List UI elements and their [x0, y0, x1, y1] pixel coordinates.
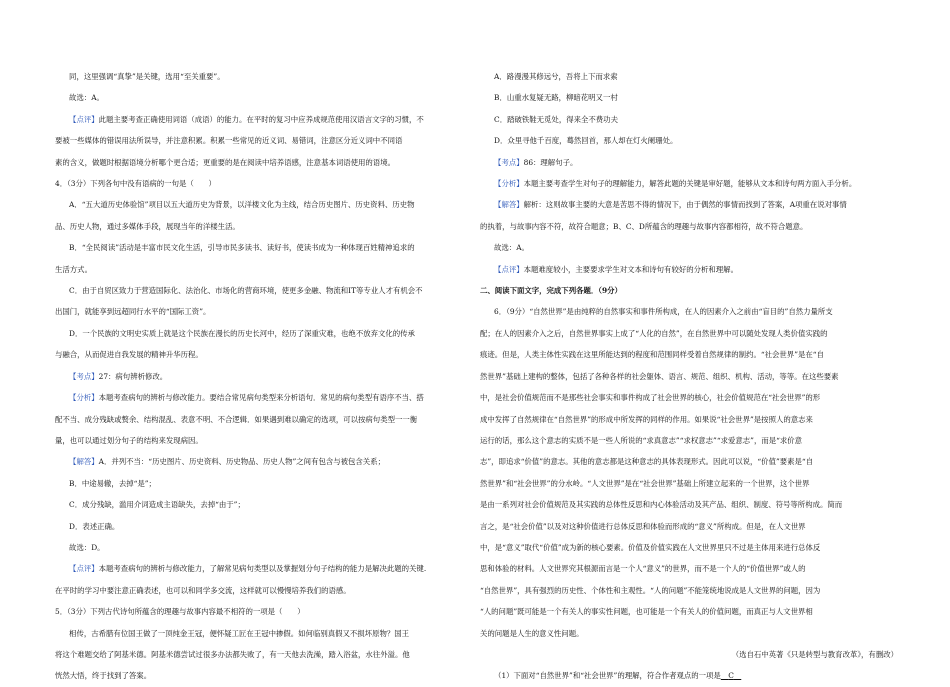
option-d: D．一个民族的文明史实质上就是这个民族在漫长的历史长河中，经历了深重灾难，也绝不放弃文化的传承	[69, 328, 415, 338]
solution-text: 解析：这则故事主要的大意是苦思不得的情况下，由于偶然的事情而找到了答案，A项重在说对事情	[523, 200, 847, 210]
story-line: 相传，古希腊有位国王做了一顶纯金王冠，便怀疑工匠在王冠中掺假。如何临别真假又不损坏原物？国王	[69, 628, 410, 638]
comment-text: 此题主要考查正确使用词语（成语）的能力。在平时的复习中应养成规范使用汉语言文字的习惯，不	[98, 114, 424, 124]
option-a: A．“五大道历史体验馆”项目以五大道历史为背景，以洋楼文化为主线，结合历史图片、历史资料、历史物	[69, 200, 415, 210]
passage-line: 中，是社会价值规范而不是那些社会事实和事件构成了社会世界的核心，社会价值规范在“社会世界”的形	[480, 393, 821, 403]
passage-line: 思和体验的材料。人文世界究其根源而言是一个人“意义”的世界，而不是一个人的“价值世界”或人的	[480, 564, 806, 574]
solution-item: B．中途易辙，去掉“是”；	[69, 478, 156, 488]
passage-line: 关的问题是人生的意义性问题。	[480, 628, 584, 638]
solution-tag: 【解答】	[494, 200, 524, 210]
analysis-text: 本题考查病句的辨析与修改能力。要结合常见病句类型来分析语句．常见的病句类型有语序不当、搭	[98, 393, 424, 403]
source-citation: （选自石中英著《只是转型与教育改革》，有删改）	[731, 649, 898, 659]
passage-line: 是由一系列对社会价值规范及其实践的总体性反思和内心体验活动及其产品、组织、制度、符号等所构成。简而	[480, 500, 843, 510]
sub-question-text: （1）下面对“自然世界”和“社会世界”的理解，符合作者观点的一项是	[494, 671, 721, 681]
answer-line: 故选：A。	[69, 93, 104, 103]
option-b-cont: 生活方式。	[55, 264, 92, 274]
text-line: 素的含义，做题时根据语境分析哪个更合适；更重要的是在阅读中培养语感，注意基本词语使用的语境。	[55, 157, 395, 167]
text-line: 在平时的学习中要注意正确表述，也可以和同学多交流，这样就可以慢慢培养我们的语感。	[55, 585, 351, 595]
analysis-text: 本题主要考查学生对句子的理解能力，解答此题的关键是审好题，能够从文本和诗句两方面入手分析。	[523, 179, 857, 189]
passage-line: “自然世界”，具有强烈的历史性、个体性和主观性。“人的问题”不能笼统地说成是人文世界的问题，因为	[480, 585, 821, 595]
kaodian-tag: 【考点】	[69, 371, 99, 381]
answer-letter: C	[728, 671, 734, 681]
kaodian-tag: 【考点】	[494, 157, 524, 167]
option-c-cont: 出国门，就能享到远超同行水平的“国际工资”。	[55, 307, 211, 317]
passage-line: 志”，即追求“价值”的意志。其他的意志都是这种意志的具体表现形式。因此可以说，“价值”要素是“自	[480, 457, 814, 467]
analysis-line	[480, 173, 898, 194]
solution-item: C．成分残缺，滥用介词造成主语缺失，去掉“由于”；	[69, 500, 245, 510]
comment-line	[55, 558, 467, 579]
sub-question-1	[480, 665, 898, 686]
passage-line: 然世界”基础上建构的整体，包括了各种各样的社会躯体、语言、规范、组织、机构、活动，等等。在这些要素	[480, 371, 839, 381]
answer-line: 故选：A。	[494, 243, 529, 253]
passage-line: 6．（9分）“自然世界”是由纯粹的自然事实和事件所构成，在人的因素介入之前由“盲目的”自然力量所支	[494, 307, 833, 317]
analysis-tag: 【分析】	[494, 179, 524, 189]
comment-text: 本题难度较小，主要要求学生对文本和诗句有较好的分析和理解。	[523, 264, 738, 274]
solution-line	[480, 194, 898, 215]
solution-line	[55, 451, 467, 472]
passage-line: “人的问题”既可能是一个有关人的事实性问题，也可能是一个有关人的价值问题，而真正与人文世界相	[480, 607, 813, 617]
option-b: B．山重水复疑无路，柳暗花明又一村	[494, 93, 618, 103]
passage-line: 运行的话，那么这个意志的实质不是一些人所说的“求真意志”“求权意志”“求爱意志”，而是“求价意	[480, 435, 803, 445]
sub-question-answer	[721, 671, 741, 680]
comment-line	[55, 109, 467, 130]
passage-line: 然世界”和“社会世界”的分水岭。“人文世界”是在“社会世界”基础上所建立起来的一个世界，这个世界	[480, 478, 810, 488]
question-5: 5．（3分）下列古代诗句所蕴含的理趣与故事内容最不相符的一项是（ ）	[55, 607, 305, 617]
text-line: 量，也可以通过划分句子的结构来发现病因。	[55, 435, 203, 445]
text-line: 同，这里强调“真挚”是关键，选用“至关重要”。	[69, 72, 225, 81]
option-d: D．众里寻他千百度，蓦然回首，那人却在灯火阑珊处。	[494, 136, 678, 146]
kaodian-line	[55, 366, 467, 387]
comment-tag: 【点评】	[494, 264, 524, 274]
text-line: 要被一些媒体的错误用法所误导，并注意积累。积累一些常见的近义词、易错词，注意区分近义词中不同语	[55, 136, 403, 146]
analysis-line	[55, 387, 467, 408]
kaodian-text: 86：理解句子。	[523, 157, 578, 167]
kaodian-text: 27：病句辨析修改。	[98, 371, 168, 381]
passage-line: 言之，是“社会价值”以及对这种价值进行总体反思和体验而形成的“意义”所构成。但是，在人文世界	[480, 521, 806, 531]
solution-text: A．并列不当：“历史图片、历史资料、历史物品、历史人物”之间有包含与被包含关系；	[98, 457, 385, 467]
passage-line: 配；在人的因素介入之后，自然世界事实上成了“人化的自然”，在自然世界中可以随处发现人类价值实践的	[480, 328, 828, 338]
comment-text: 本题考查病句的辨析与修改能力，了解常见病句类型以及掌握划分句子结构的能力是解决此题的关键.	[98, 564, 427, 574]
text-line: 配不当、成分残缺或赘余、结构混乱、表意不明、不合逻辑．如果遇到难以确定的选项，可以按病句类型一一衡	[55, 414, 418, 424]
option-c: C．由于自贸区致力于营造国际化、法治化、市场化的营商环境，使更多金融、物流和IT等专业人才有机会不	[69, 286, 423, 296]
analysis-tag: 【分析】	[69, 393, 99, 403]
solution-tag: 【解答】	[69, 457, 99, 467]
left-column	[55, 66, 467, 687]
kaodian-line	[480, 152, 898, 173]
comment-tag: 【点评】	[69, 114, 99, 124]
option-a: A．路漫漫其修远兮，吾将上下而求索	[494, 72, 618, 81]
right-column	[480, 66, 898, 687]
comment-tag: 【点评】	[69, 564, 99, 574]
section-heading: 二、阅读下面文字，完成下列各题．（9分）	[480, 286, 622, 296]
passage-line: 中，是“意义”取代“价值”成为新的核心要素。价值及价值实践在人文世界里只不过是主体用来进行总体反	[480, 542, 821, 552]
answer-line: 故选：D。	[69, 542, 105, 552]
option-c: C．踏破铁鞋无觅处，得来全不费功夫	[494, 114, 618, 124]
solution-item: D．表述正确。	[69, 521, 120, 531]
passage-line: 痕迹。但是，人类主体性实践在这里所能达到的程度和范围同样受着自然规律的制约。“社会世界”是在“自	[480, 350, 824, 360]
option-d-cont: 与融合，从而促进自我发展的精神升华历程。	[55, 350, 203, 360]
passage-line: 成中发挥了自然规律在“自然世界”的形成中所发挥的同样的作用。如果说“社会世界”是按照人的意志来	[480, 414, 813, 424]
comment-line	[480, 259, 898, 280]
option-a-cont: 品、历史人物，通过多媒体手段，展现当年的洋楼生活。	[55, 221, 240, 231]
story-line: 恍然大悟，终于找到了答案。	[55, 671, 152, 681]
question-4: 4．（3分）下列各句中没有语病的一句是（ ）	[55, 179, 216, 189]
text-line: 的执着，与故事内容不符，故符合题意；B、C、D所蕴含的理趣与故事内容都相符，故不符合题意。	[480, 221, 808, 231]
option-b: B．“全民阅读”活动是丰富市民文化生活，引导市民多读书、读好书，使读书成为一种体现百姓精神追求的	[69, 243, 415, 253]
story-line: 将这个难题交给了阿基米德。阿基米德尝试过很多办法都失败了，有一天他去洗澡，踏入浴盆，水往外溢。他	[55, 649, 410, 659]
